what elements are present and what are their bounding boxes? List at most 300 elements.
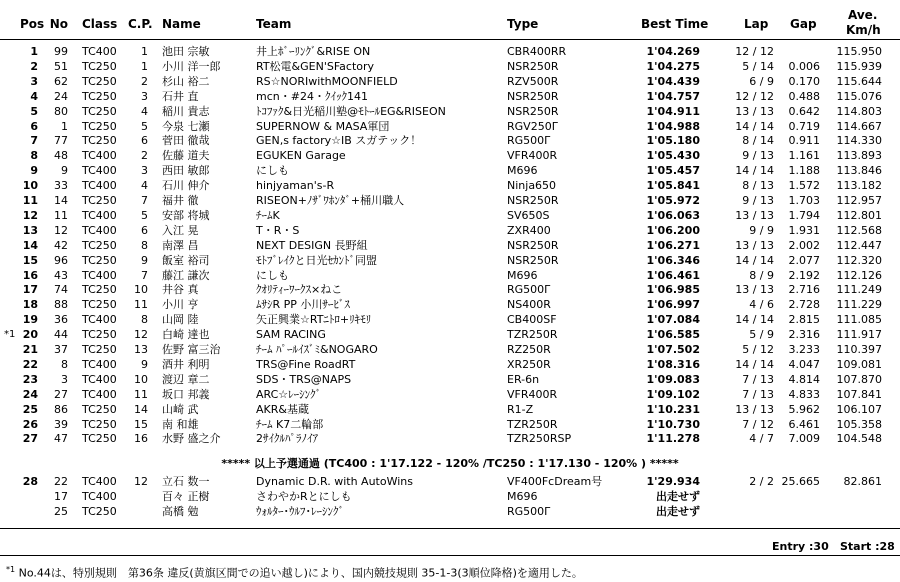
row-class: TC400 [82,164,117,178]
row-pos: 14 [22,238,38,252]
row-lap: 13 / 13 [735,208,774,222]
row-team: TRS@Fine RoadRT [256,357,356,371]
row-class-position: 10 [134,283,148,297]
row-team: ARC☆ﾚｰｼﾝｸﾞ [256,387,322,401]
row-number: 44 [54,328,68,342]
row-lap: 9 / 13 [742,194,774,207]
row-rider-name: 立石 数一 [162,475,210,488]
row-class: TC400 [82,179,117,193]
row-pos: 4 [30,89,38,103]
row-lap: 7 / 13 [742,372,774,386]
row-class-position: 5 [141,119,148,133]
row-lap: 14 / 14 [735,119,774,133]
row-pos: 8 [30,149,38,163]
row-class: TC400 [82,357,117,371]
row-pos: 6 [30,119,38,133]
row-class-position: 4 [141,179,148,193]
row-class-position: 2 [141,74,148,88]
row-machine-type: NSR250R [507,59,559,73]
row-rider-name: 高橋 勉 [162,504,199,518]
row-rider-name: 白崎 達也 [162,328,210,342]
row-gap: 5.962 [788,402,820,416]
row-number: 27 [54,387,68,401]
row-team: ﾑｻｼR PP 小川ｻｰﾋﾞｽ [256,298,350,312]
table-header [0,0,900,40]
row-class: TC400 [82,149,117,163]
row-class: TC400 [82,475,117,488]
row-average-speed: 111.917 [836,328,882,342]
row-best-time: 1'04.275 [646,59,700,73]
row-rider-name: 山岡 陸 [162,313,199,327]
table-row [0,253,900,268]
row-lap: 9 / 9 [749,223,774,237]
row-best-time: 1'06.063 [646,208,700,222]
row-rider-name: 石井 直 [162,89,199,103]
row-gap: 4.833 [788,387,820,401]
row-gap: 2.728 [788,298,820,312]
row-best-time: 1'04.439 [646,74,700,88]
row-rider-name: 石川 伸介 [162,179,210,193]
row-class-position: 9 [141,253,148,267]
table-row [0,312,900,327]
row-lap: 5 / 14 [742,59,774,73]
row-best-time: 1'04.757 [646,89,700,103]
row-gap: 2.192 [788,268,820,282]
row-best-time: 1'06.997 [646,298,700,312]
row-rider-name: 渡辺 章二 [162,372,210,386]
row-gap: 2.077 [788,253,820,267]
row-class: TC250 [82,417,117,431]
row-pos: 26 [22,417,38,431]
row-team: ﾁｰﾑ K7二輪部 [256,417,324,431]
row-best-time: 1'06.200 [646,223,700,237]
row-class-position: 12 [134,328,148,342]
row-gap: 1.161 [788,149,820,163]
row-average-speed: 106.107 [836,402,882,416]
row-lap: 8 / 9 [749,268,774,282]
row-machine-type: NSR250R [507,253,559,267]
row-lap: 7 / 12 [742,417,774,431]
row-rider-name: 今泉 七瀬 [162,119,210,133]
row-class-position: 2 [141,149,148,163]
row-number: 17 [54,489,68,503]
row-average-speed: 107.870 [836,372,882,386]
row-class: TC400 [82,387,117,401]
row-class: TC250 [82,238,117,252]
table-row [0,74,900,89]
row-rider-name: 井谷 真 [162,283,199,297]
row-gap: 6.461 [788,417,820,431]
row-number: 22 [54,475,68,488]
row-pos: 21 [22,343,38,356]
row-class-position: 1 [141,59,148,73]
row-class-position: 6 [141,223,148,237]
row-class: TC250 [82,253,117,267]
row-team: T・R・S [256,223,300,237]
table-row [0,104,900,119]
row-average-speed: 111.229 [836,298,882,312]
row-machine-type: M696 [507,268,538,282]
row-class-position: 3 [141,164,148,178]
footnote-text: No.44は、特別規則 第36条 違反(黄旗区間での追い越し)により、国内競技規則 35-1-3(3順位降格)を適用した。 [15,566,583,580]
row-note: *1 [4,329,16,341]
row-best-time: 1'06.346 [646,253,700,267]
row-rider-name: 安部 将城 [162,208,210,222]
table-row [0,504,900,519]
row-team: NEXT DESIGN 長野組 [256,238,368,252]
row-lap: 6 / 9 [749,74,774,88]
table-row [0,223,900,238]
row-team: SAM RACING [256,328,326,342]
row-gap: 0.006 [788,59,820,73]
row-pos: 18 [22,298,38,312]
row-team: GEN,s factory☆IB スガテック！ [256,134,422,148]
row-machine-type: ER-6n [507,372,540,386]
row-class: TC250 [82,194,117,207]
row-team: ﾁｰﾑK [256,208,280,222]
row-class: TC250 [82,104,117,118]
row-average-speed: 112.957 [836,194,882,207]
row-machine-type: VFR400R [507,387,558,401]
row-class: TC250 [82,59,117,73]
row-rider-name: 水野 盛之介 [162,432,221,446]
row-gap: 1.931 [788,223,820,237]
row-lap: 8 / 13 [742,179,774,193]
row-average-speed: 112.320 [836,253,882,267]
row-team: mcn・#24・ｸｲｯｸ141 [256,89,368,103]
row-pos: 7 [30,134,38,148]
row-best-time: 1'06.271 [646,238,700,252]
row-number: 86 [54,402,68,416]
footnote-divider [0,555,900,556]
row-number: 47 [54,432,68,446]
row-rider-name: 菅田 徹哉 [162,134,210,148]
header-pos: Pos [20,17,45,31]
row-best-time: 1'05.841 [646,179,700,193]
row-best-time: 1'05.457 [646,164,700,178]
table-row [0,342,900,357]
row-average-speed: 112.568 [836,223,882,237]
row-team: ﾓﾄﾌﾞﾚｲｸと日光ｾｶﾝﾄﾞ同盟 [256,253,377,267]
row-class: TC250 [82,283,117,297]
row-average-speed: 112.801 [836,208,882,222]
row-rider-name: 杉山 裕二 [162,74,210,88]
row-gap: 1.572 [788,179,820,193]
row-average-speed: 105.358 [836,417,882,431]
row-number: 43 [54,268,68,282]
row-best-time: 1'11.278 [646,432,700,446]
row-lap: 9 / 13 [742,149,774,163]
row-pos: 3 [30,74,38,88]
row-team: EGUKEN Garage [256,149,346,163]
row-machine-type: Ninja650 [507,179,557,193]
row-average-speed: 112.126 [836,268,882,282]
row-class-position: 10 [134,372,148,386]
row-best-time: 1'04.988 [646,119,700,133]
header-divider [0,39,900,40]
row-gap: 3.233 [788,343,820,356]
row-best-time: 1'06.985 [646,283,700,297]
row-average-speed: 112.447 [836,238,882,252]
row-pos: 12 [22,208,38,222]
row-number: 48 [54,149,68,163]
row-lap: 5 / 12 [742,343,774,356]
row-lap: 4 / 7 [749,432,774,446]
row-machine-type: VF400FcDream号 [507,475,603,488]
row-best-time: 1'05.180 [646,134,700,148]
table-row [0,133,900,148]
row-rider-name: 南 和雄 [162,417,199,431]
row-number: 37 [54,343,68,356]
row-number: 24 [54,89,68,103]
row-gap: 0.719 [788,119,820,133]
row-team: SUPERNOW & MASA軍団 [256,119,390,133]
row-number: 9 [61,164,68,178]
row-class: TC250 [82,328,117,342]
row-class: TC400 [82,489,117,503]
row-class: TC400 [82,208,117,222]
row-class-position: 13 [134,343,148,356]
row-gap: 25.665 [781,475,820,488]
row-team: AKR&基蔵 [256,402,309,416]
header-class: Class [82,17,118,31]
row-average-speed: 114.667 [836,119,882,133]
table-row [0,59,900,74]
row-number: 96 [54,253,68,267]
row-machine-type: XR250R [507,357,551,371]
row-number: 1 [61,119,68,133]
row-class: TC400 [82,223,117,237]
row-lap: 13 / 13 [735,238,774,252]
table-row [0,44,900,59]
row-lap: 7 / 13 [742,387,774,401]
table-row [0,193,900,208]
row-class-position: 11 [134,298,148,312]
row-machine-type: RG500Γ [507,134,551,148]
row-machine-type: NSR250R [507,89,559,103]
row-machine-type: VFR400R [507,149,558,163]
header-avg-line1: Ave. [848,8,878,22]
row-class-position: 6 [141,134,148,148]
row-team: ﾁｰﾑ ﾊﾟｰﾙｲｽﾞﾐ&NOGARO [256,343,378,356]
row-machine-type: RZV500R [507,74,559,88]
row-class-position: 16 [134,432,148,446]
row-team: hinjyaman's-R [256,179,335,193]
row-rider-name: 飯室 裕司 [162,253,210,267]
table-row [0,238,900,253]
row-pos: 15 [22,253,38,267]
row-pos: 25 [22,402,38,416]
row-best-time: 1'29.934 [646,475,700,488]
row-machine-type: RG500Γ [507,283,551,297]
row-rider-name: 坂口 邦義 [162,387,210,401]
row-best-time: 1'06.461 [646,268,700,282]
entry-count: Entry :30 [772,540,829,553]
row-lap: 13 / 13 [735,104,774,118]
row-class: TC400 [82,372,117,386]
row-lap: 8 / 14 [742,134,774,148]
row-machine-type: M696 [507,164,538,178]
row-class: TC250 [82,119,117,133]
row-lap: 13 / 13 [735,402,774,416]
row-gap: 0.488 [788,89,820,103]
row-number: 25 [54,504,68,518]
row-average-speed: 115.939 [836,59,882,73]
table-row [0,163,900,178]
row-rider-name: 福井 徹 [162,194,199,207]
row-pos: 24 [22,387,38,401]
row-class: TC400 [82,313,117,327]
row-machine-type: NSR250R [507,104,559,118]
row-gap: 7.009 [788,432,820,446]
header-name: Name [162,17,201,31]
row-best-time: 1'05.972 [646,194,700,207]
row-number: 8 [61,357,68,371]
row-gap: 2.815 [788,313,820,327]
row-average-speed: 115.076 [836,89,882,103]
row-best-time: 1'10.730 [646,417,700,431]
row-pos: 22 [22,357,38,371]
row-class: TC250 [82,298,117,312]
row-best-time: 1'08.316 [646,357,700,371]
row-gap: 0.911 [788,134,820,148]
row-pos: 1 [30,45,38,58]
row-class: TC250 [82,432,117,446]
row-rider-name: 入江 晃 [162,223,199,237]
table-row [0,372,900,387]
row-team: 井上ﾎﾞｰﾘﾝｸﾞ&RISE ON [256,45,371,58]
row-lap: 4 / 6 [749,298,774,312]
table-row [0,402,900,417]
row-average-speed: 115.950 [836,45,882,58]
row-rider-name: 南澤 昌 [162,238,199,252]
table-row [0,431,900,446]
row-gap: 1.188 [788,164,820,178]
row-team: 2ｻｲｸﾙﾊﾟﾗﾉｲｱ [256,432,318,446]
row-number: 11 [54,208,68,222]
row-best-time: 1'04.911 [646,104,700,118]
row-rider-name: 佐藤 道夫 [162,149,210,163]
row-average-speed: 114.330 [836,134,882,148]
row-gap: 4.814 [788,372,820,386]
row-average-speed: 113.182 [836,179,882,193]
row-lap: 14 / 14 [735,164,774,178]
row-best-time: 出走せず [656,504,700,518]
row-lap: 14 / 14 [735,253,774,267]
row-pos: 13 [22,223,38,237]
row-class-position: 8 [141,238,148,252]
row-team: RISEON+ﾉｻﾞﾜﾎﾝﾀﾞ+桶川職人 [256,194,405,207]
header-type: Type [507,17,539,31]
table-row [0,178,900,193]
row-number: 14 [54,194,68,207]
row-team: にしも [256,164,289,178]
row-gap: 2.002 [788,238,820,252]
row-number: 77 [54,134,68,148]
row-average-speed: 113.893 [836,149,882,163]
row-machine-type: RZ250R [507,343,551,356]
row-average-speed: 111.249 [836,283,882,297]
row-pos: 11 [22,194,38,207]
row-average-speed: 110.397 [836,343,882,356]
row-gap: 2.316 [788,328,820,342]
row-team: RS☆NORIwithMOONFIELD [256,74,398,88]
row-average-speed: 115.644 [836,74,882,88]
row-class-position: 7 [141,268,148,282]
header-team: Team [256,17,292,31]
row-pos: 10 [22,179,38,193]
row-gap: 0.642 [788,104,820,118]
row-rider-name: 小川 亨 [162,298,199,312]
row-class-position: 8 [141,313,148,327]
row-class: TC250 [82,74,117,88]
row-team: ｸｵﾘﾃｨｰﾜｰｸｽ×ねこ [256,283,343,297]
row-best-time: 1'05.430 [646,149,700,163]
row-number: 3 [61,372,68,386]
row-number: 62 [54,74,68,88]
row-number: 36 [54,313,68,327]
row-average-speed: 113.846 [836,164,882,178]
table-row [0,89,900,104]
table-row [0,474,900,489]
row-lap: 14 / 14 [735,313,774,327]
row-average-speed: 111.085 [836,313,882,327]
row-number: 99 [54,45,68,58]
row-team: SDS・TRS@NAPS [256,372,352,386]
row-gap: 1.794 [788,208,820,222]
row-best-time: 出走せず [656,489,700,503]
row-class-position: 9 [141,357,148,371]
table-row [0,357,900,372]
row-team: Dynamic D.R. with AutoWins [256,475,413,488]
row-number: 12 [54,223,68,237]
row-machine-type: SV650S [507,208,550,222]
row-class: TC250 [82,343,117,356]
row-pos: 2 [30,59,38,73]
row-class-position: 11 [134,387,148,401]
row-rider-name: 藤江 謙次 [162,268,210,282]
row-class-position: 3 [141,89,148,103]
row-lap: 14 / 14 [735,357,774,371]
row-gap: 4.047 [788,357,820,371]
row-number: 51 [54,59,68,73]
row-class: TC250 [82,134,117,148]
table-row [0,119,900,134]
row-class-position: 4 [141,104,148,118]
row-machine-type: ZXR400 [507,223,551,237]
start-count: Start :28 [840,540,895,553]
table-row [0,327,900,342]
summary-divider [0,528,900,529]
row-lap: 2 / 2 [749,475,774,488]
header-cp: C.P. [128,17,153,31]
row-class: TC400 [82,268,117,282]
table-row [0,489,900,504]
row-class: TC250 [82,504,117,518]
row-class-position: 15 [134,417,148,431]
row-class-position: 12 [134,475,148,488]
row-team: 矢正興業☆RTﾆﾄﾛ+ﾘｷﾓﾘ [256,313,372,327]
row-team: にしも [256,268,289,282]
row-number: 33 [54,179,68,193]
row-machine-type: CBR400RR [507,45,567,58]
row-gap: 1.703 [788,194,820,207]
row-pos: 20 [22,328,38,342]
row-best-time: 1'06.585 [646,328,700,342]
table-row [0,148,900,163]
row-class: TC400 [82,45,117,58]
row-rider-name: 稲川 貴志 [162,104,210,118]
